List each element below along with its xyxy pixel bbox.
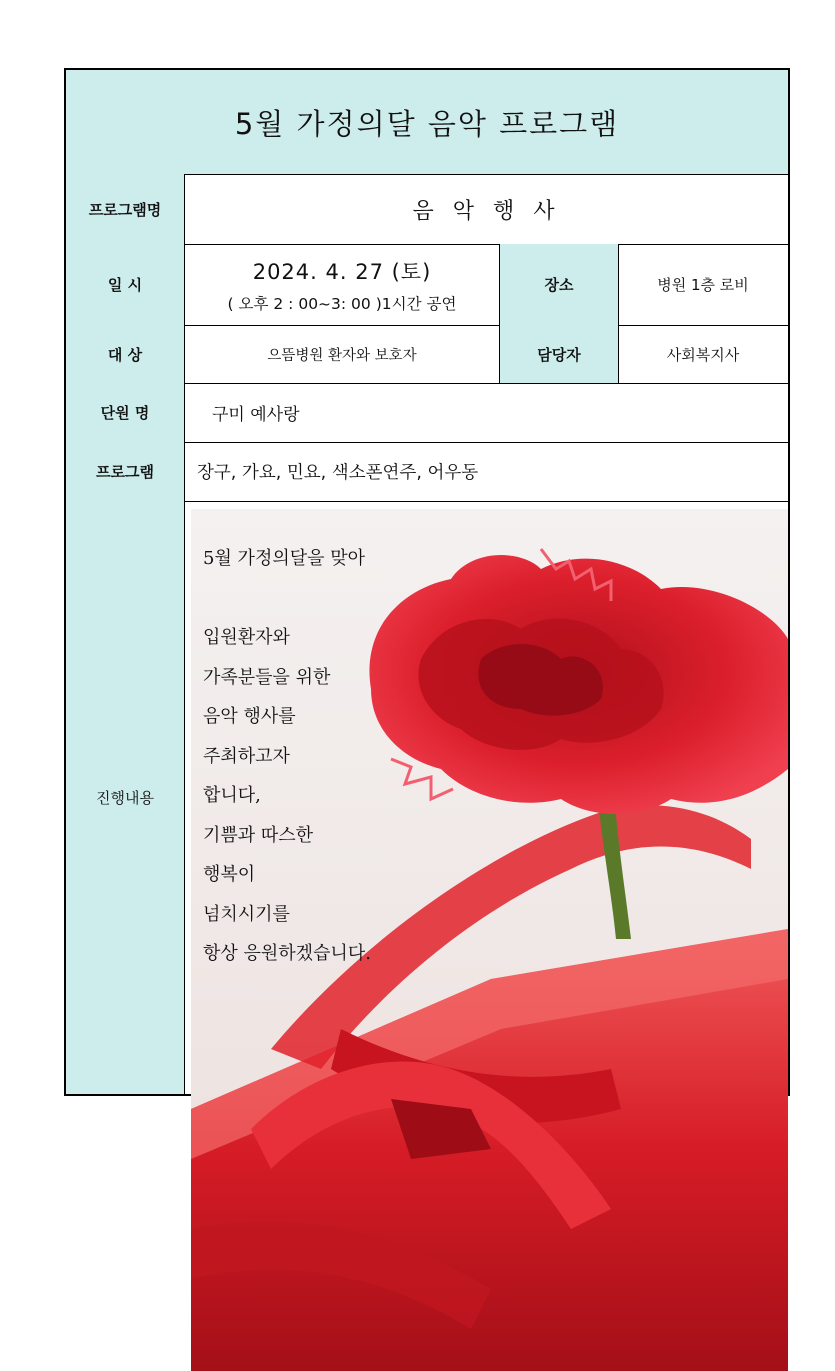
greeting-line: 주최하고자 [203, 745, 290, 767]
place-label: 장소 [499, 244, 619, 325]
target-label: 대 상 [66, 325, 185, 383]
program-row [66, 442, 788, 502]
program-document [64, 68, 790, 1096]
greeting-line: 기쁨과 따스한 [203, 824, 314, 846]
greeting-line: 항상 응원하겠습니다. [203, 943, 371, 964]
program-name-label: 프로그램명 [66, 174, 185, 244]
greeting-line: 가족분들을 위한 [203, 666, 331, 688]
group-label: 단원 명 [66, 383, 185, 442]
content-row [66, 501, 788, 1094]
datetime-label: 일 시 [66, 244, 185, 325]
program-name-row [66, 174, 788, 245]
greeting-message [203, 539, 371, 974]
target-value: 으뜸병원 환자와 보호자 [267, 347, 417, 364]
group-value: 구미 예사랑 [212, 405, 300, 425]
datetime-row [66, 244, 788, 326]
program-value: 장구, 가요, 민요, 색소폰연주, 어우동 [197, 463, 479, 483]
place-value: 병원 1층 로비 [657, 276, 749, 294]
event-date: 2024. 4. 27 (토) [252, 259, 432, 284]
greeting-line: 5월 가정의달을 맞아 [203, 548, 365, 569]
target-row [66, 325, 788, 384]
greeting-line: 입원환자와 [203, 627, 290, 648]
event-time: ( 오후 2 : 00~3: 00 )1시간 공연 [227, 294, 457, 313]
greeting-line: 음악 행사를 [203, 706, 296, 727]
greeting-line: 넘치시기를 [203, 903, 290, 925]
content-label: 진행내용 [66, 501, 185, 1094]
group-row [66, 383, 788, 443]
program-name-value: 음 악 행 사 [412, 198, 561, 224]
datetime-value [185, 244, 499, 325]
greeting-line: 합니다, [203, 785, 261, 806]
staff-value: 사회복지사 [666, 345, 740, 364]
carnation-gift-image [191, 509, 788, 1371]
document-title: 5월 가정의달 음악 프로그램 [66, 70, 788, 175]
greeting-line: 행복이 [203, 864, 256, 885]
program-label: 프로그램 [66, 442, 185, 501]
staff-label: 담당자 [499, 325, 619, 383]
